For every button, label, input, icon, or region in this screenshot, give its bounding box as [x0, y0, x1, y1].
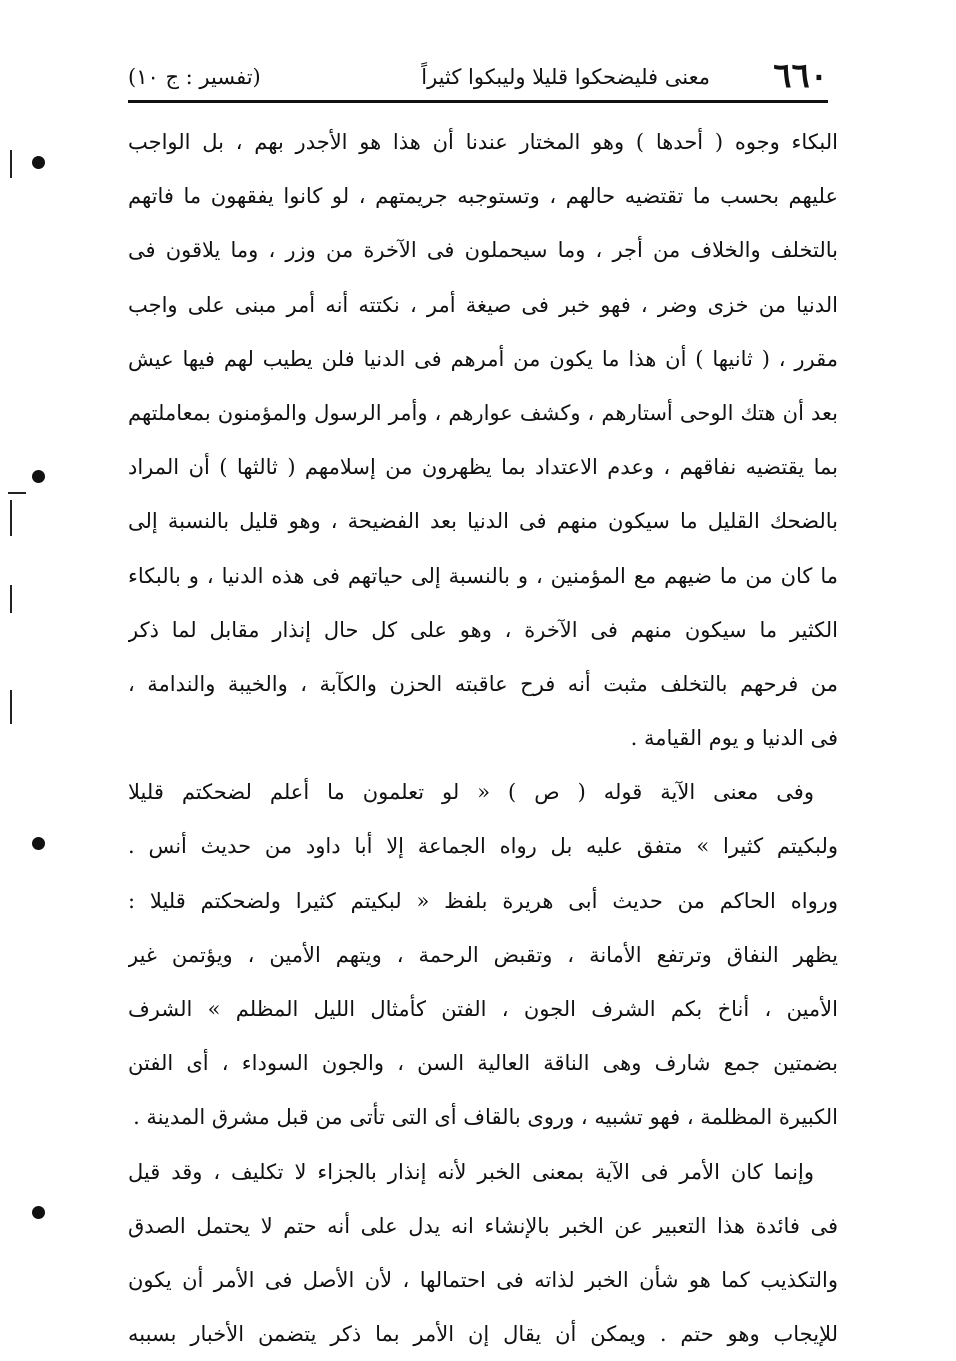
- text-line: فى الدنيا و يوم القيامة .: [630, 726, 838, 751]
- text-line: من فرحهم بالتخلف مثبت أنه فرح عاقبته الحزن والكآبة ، والخيبة والندامة ،: [128, 671, 838, 696]
- text-line: للإيجاب وهو حتم . ويمكن أن يقال إن الأمر بما ذكر يتضمن الأخبار بسببه: [128, 1322, 838, 1347]
- margin-tick: [10, 585, 12, 613]
- margin-dot: [32, 837, 45, 850]
- header-rule: [128, 100, 828, 103]
- text-line: الكبيرة المظلمة ، فهو تشبيه ، وروى بالقاف أى التى تأتى من قبل مشرق المدينة .: [133, 1105, 838, 1130]
- text-line: بما يقتضيه نفاقهم ، وعدم الاعتداد بما يظهرون من إسلامهم ( ثالثها ) أن المراد: [128, 455, 838, 480]
- margin-dot: [32, 156, 45, 169]
- paragraph-1: [128, 115, 838, 765]
- text-line: بالتخلف والخلاف من أجر ، وما سيحملون فى الآخرة من وزر ، وما يلاقون فى: [128, 238, 838, 263]
- paragraph-3: [128, 1145, 838, 1361]
- text-line: الأمين ، أناخ بكم الشرف الجون ، الفتن كأمثال الليل المظلم » الشرف: [128, 997, 838, 1021]
- text-line: فى فائدة هذا التعبير عن الخبر بالإنشاء انه يدل على أنه حتم لا يحتمل الصدق: [128, 1213, 838, 1238]
- margin-tick: [10, 690, 12, 724]
- page-header: [128, 56, 828, 98]
- volume-label: (تفسير : ج ١٠): [128, 65, 261, 89]
- text-line: البكاء وجوه ( أحدها ) وهو المختار عندنا أن هذا هو الأجدر بهم ، بل الواجب: [128, 130, 838, 154]
- margin-tick: [10, 500, 12, 536]
- text-line: مقرر ، ( ثانيها ) أن هذا ما يكون من أمرهم فى الدنيا فلن يطيب لهم فيها عيش: [128, 346, 838, 371]
- text-line: ورواه الحاكم من حديث أبى هريرة بلفظ « لبكيتم كثيرا ولضحكتم قليلا :: [128, 888, 838, 913]
- text-line: بعد أن هتك الوحى أستارهم ، وكشف عوارهم ، وأمر الرسول والمؤمنون بمعاملتهم: [128, 400, 838, 425]
- text-line: عليهم بحسب ما تقتضيه حالهم ، وتستوجبه جريمتهم ، لو كانوا يفقهون ما فاتهم: [128, 184, 838, 209]
- margin-tick: [10, 150, 12, 178]
- text-line: ما كان من ما ضيهم مع المؤمنين ، و بالنسبة إلى حياتهم فى هذه الدنيا ، و بالبكاء: [128, 563, 838, 588]
- text-line: وإنما كان الأمر فى الآية بمعنى الخبر لأنه إنذار بالجزاء لا تكليف ، وقد قيل: [128, 1159, 814, 1184]
- text-line: يظهر النفاق وترتفع الأمانة ، وتقبض الرحمة ، ويتهم الأمين ، ويؤتمن غير: [128, 942, 838, 967]
- margin-dash: [8, 492, 26, 494]
- paragraph-2: [128, 765, 838, 1144]
- text-line: بالضحك القليل ما سيكون منهم فى الدنيا بعد الفضيحة ، وهو قليل بالنسبة إلى: [128, 509, 838, 534]
- page-number: ٦٦٠: [773, 56, 828, 96]
- text-line: بضمتين جمع شارف وهى الناقة العالية السن ، والجون السوداء ، أى الفتن: [128, 1051, 838, 1076]
- text-line: وفى معنى الآية قوله ( ص ) « لو تعلمون ما أعلم لضحكتم قليلا: [128, 780, 814, 805]
- running-title: معنى فليضحكوا قليلا وليبكوا كثيراً: [421, 65, 710, 89]
- text-line: الكثير ما سيكون منهم فى الآخرة ، وهو على كل حال إنذار مقابل لما ذكر: [128, 617, 838, 642]
- margin-dot: [32, 470, 45, 483]
- margin-dot: [32, 1206, 45, 1219]
- text-line: ولبكيتم كثيرا » متفق عليه بل رواه الجماعة إلا أبا داود من حديث أنس .: [128, 834, 838, 859]
- body-text: [128, 115, 838, 1361]
- text-line: والتكذيب كما هو شأن الخبر لذاته فى احتمالها ، لأن الأصل فى الأمر أن يكون: [128, 1267, 838, 1292]
- text-line: الدنيا من خزى وضر ، فهو خبر فى صيغة أمر ، نكتته أنه أمر مبنى على واجب: [128, 292, 838, 317]
